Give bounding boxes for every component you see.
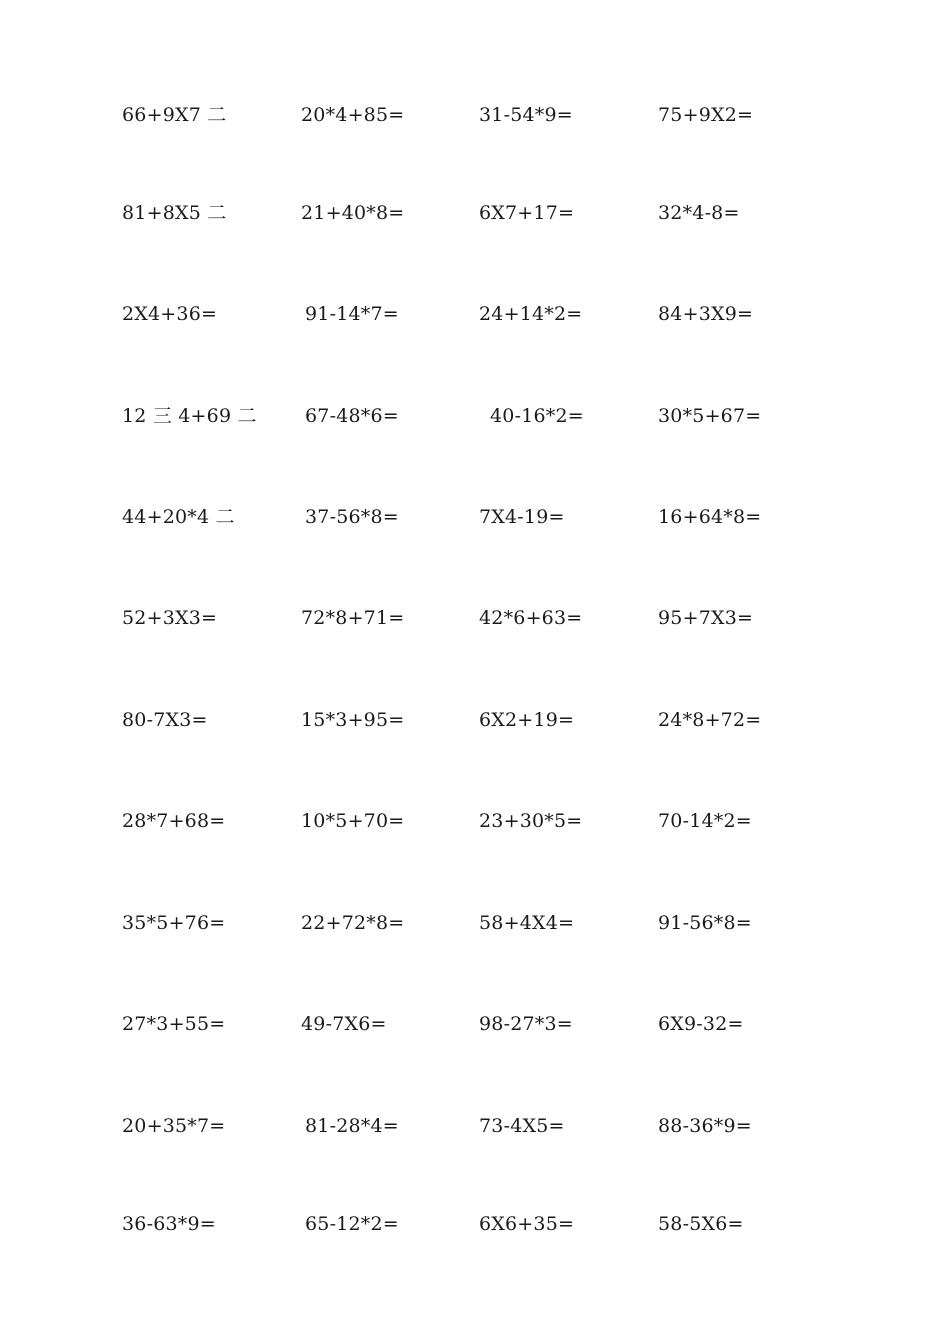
math-problem: 73-4X5= [479, 1115, 565, 1137]
math-problem: 7X4-19= [479, 506, 565, 528]
math-problem: 6X7+17= [479, 202, 575, 224]
problem-row [0, 1209, 950, 1239]
problem-row [0, 705, 950, 735]
math-problem: 72*8+71= [301, 607, 405, 629]
math-problem: 58-5X6= [658, 1213, 744, 1235]
math-problem: 6X6+35= [479, 1213, 575, 1235]
math-problem: 80-7X3= [122, 709, 208, 731]
math-problem: 24+14*2= [479, 303, 583, 325]
problem-row [0, 603, 950, 633]
math-problem: 58+4X4= [479, 912, 575, 934]
problem-row [0, 1009, 950, 1039]
math-problem: 52+3X3= [122, 607, 218, 629]
math-problem: 67-48*6= [305, 405, 399, 427]
problem-row [0, 198, 950, 228]
math-problem: 15*3+95= [301, 709, 405, 731]
math-problem: 95+7X3= [658, 607, 754, 629]
problem-row [0, 100, 950, 130]
math-problem: 10*5+70= [301, 810, 405, 832]
math-problem: 91-56*8= [658, 912, 752, 934]
math-problem: 65-12*2= [305, 1213, 399, 1235]
math-problem: 70-14*2= [658, 810, 752, 832]
math-problem: 16+64*8= [658, 506, 762, 528]
math-problem: 37-56*8= [305, 506, 399, 528]
math-problem: 44+20*4 二 [122, 506, 235, 528]
math-problem: 28*7+68= [122, 810, 226, 832]
math-problem: 91-14*7= [305, 303, 399, 325]
math-problem: 20+35*7= [122, 1115, 226, 1137]
problem-row [0, 1111, 950, 1141]
math-problem: 84+3X9= [658, 303, 754, 325]
math-problem: 2X4+36= [122, 303, 218, 325]
math-problem: 88-36*9= [658, 1115, 752, 1137]
problem-row [0, 401, 950, 431]
problem-row [0, 299, 950, 329]
math-problem: 42*6+63= [479, 607, 583, 629]
math-problem: 40-16*2= [490, 405, 584, 427]
problem-row [0, 502, 950, 532]
math-problem: 21+40*8= [301, 202, 405, 224]
math-problem: 49-7X6= [301, 1013, 387, 1035]
math-problem: 6X2+19= [479, 709, 575, 731]
math-problem: 75+9X2= [658, 104, 754, 126]
math-problem: 12 三 4+69 二 [122, 405, 257, 427]
math-problem: 24*8+72= [658, 709, 762, 731]
math-problem: 81-28*4= [305, 1115, 399, 1137]
math-problem: 23+30*5= [479, 810, 583, 832]
math-problem: 27*3+55= [122, 1013, 226, 1035]
math-problem: 20*4+85= [301, 104, 405, 126]
math-problem: 36-63*9= [122, 1213, 216, 1235]
math-problem: 30*5+67= [658, 405, 762, 427]
math-problem: 32*4-8= [658, 202, 740, 224]
problem-row [0, 806, 950, 836]
math-problem: 81+8X5 二 [122, 202, 227, 224]
problem-row [0, 908, 950, 938]
math-problem: 66+9X7 二 [122, 104, 227, 126]
math-problem: 22+72*8= [301, 912, 405, 934]
math-problem: 35*5+76= [122, 912, 226, 934]
math-problem: 31-54*9= [479, 104, 573, 126]
math-problem: 98-27*3= [479, 1013, 573, 1035]
math-problem: 6X9-32= [658, 1013, 744, 1035]
